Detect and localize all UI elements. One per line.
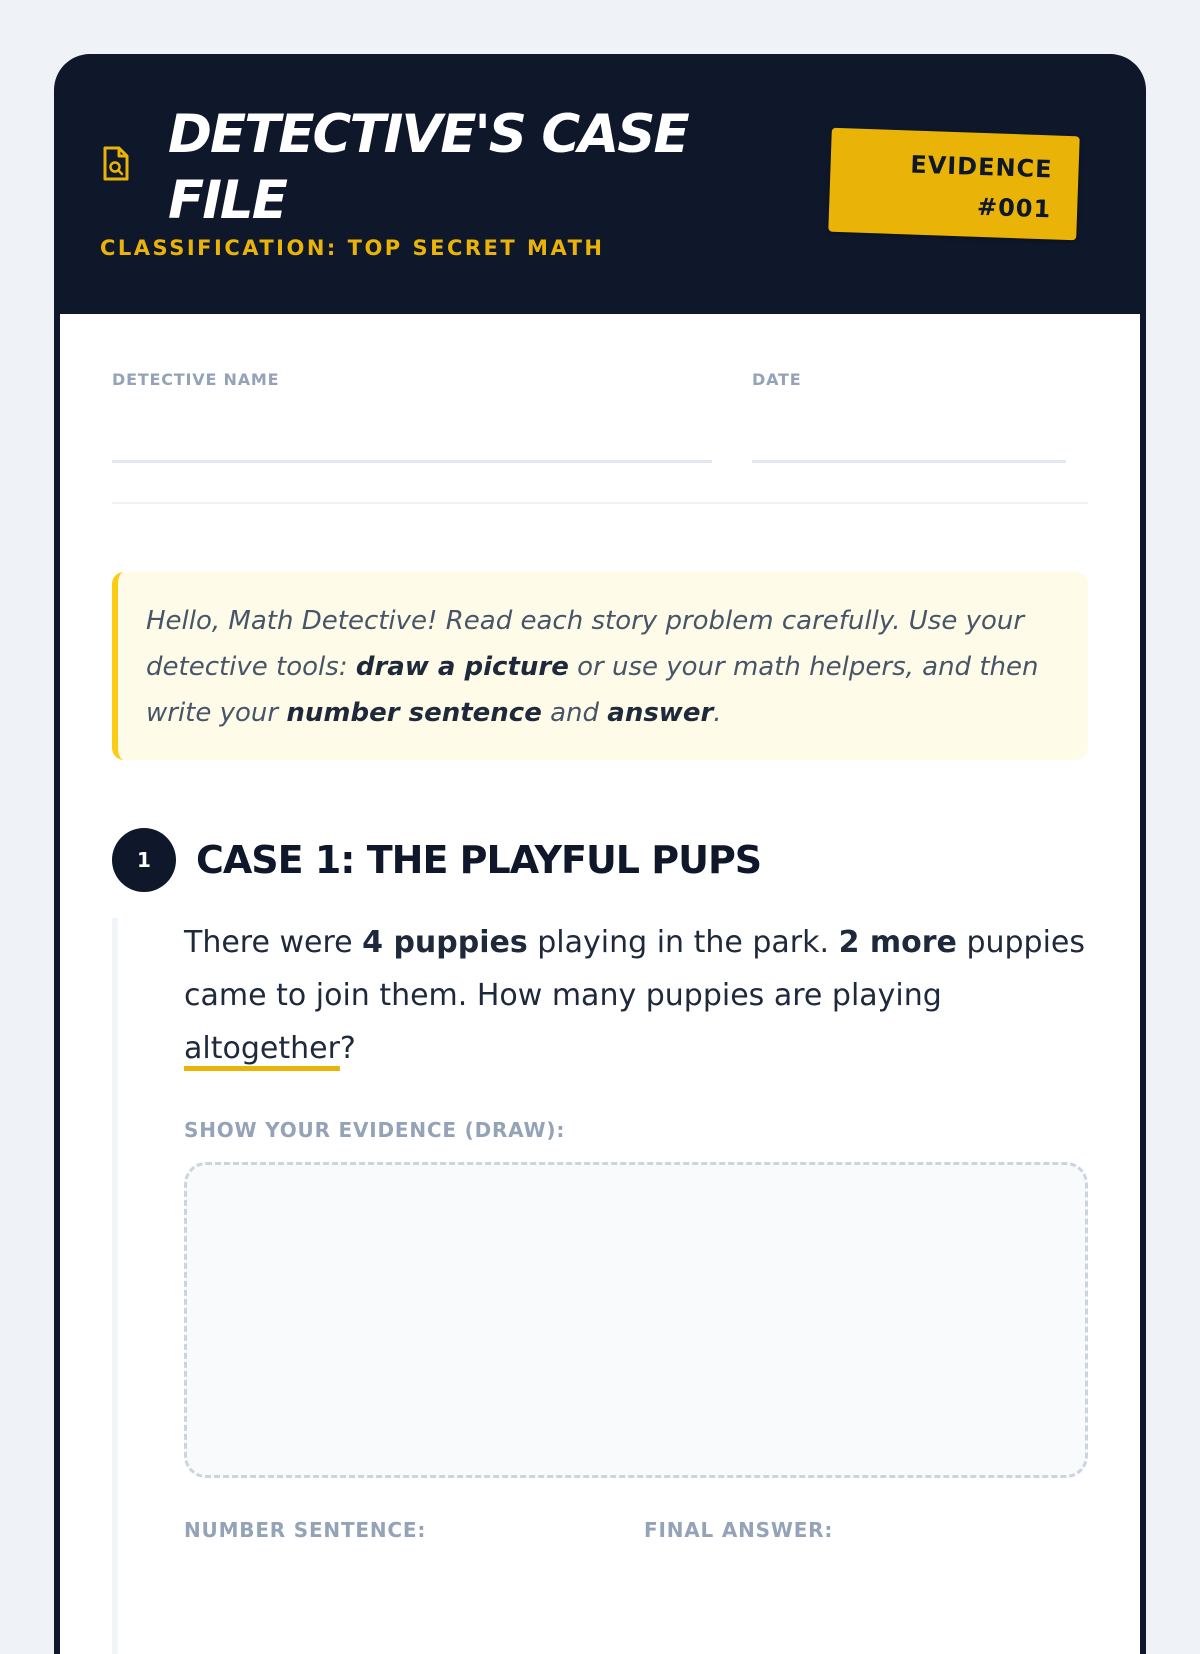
number-sentence-label: NUMBER SENTENCE: [184,1518,427,1542]
story-keyword: altogether [184,1031,340,1066]
drawing-area[interactable] [184,1162,1088,1478]
stamp-line-2: #001 [976,192,1052,224]
intro-emphasis-answer: answer [607,698,714,728]
story-problem [184,916,1096,1075]
detective-name-label: DETECTIVE NAME [112,370,280,389]
intro-text: or use your math helpers, and then write your [146,652,1039,728]
intro-text: Hello, Math Detective! Read each story problem carefully. Use your detective tools: [146,606,1025,682]
story-text: There were [184,925,363,960]
stamp-line-1: EVIDENCE [909,150,1054,184]
worksheet-paper [60,314,1140,1654]
page-title: DETECTIVE'S CASE FILE [168,104,688,231]
detective-name-field[interactable] [112,460,712,463]
evidence-label: SHOW YOUR EVIDENCE (DRAW): [184,1118,566,1142]
classification-label: CLASSIFICATION: TOP SECRET MATH [100,236,605,260]
story-text: playing in the park. [527,925,839,960]
case-number-badge: 1 [112,828,176,892]
case-side-rule [112,918,118,1654]
instructions-box [112,572,1088,760]
story-emphasis: 4 puppies [362,925,528,960]
case-file-card [54,54,1146,1654]
evidence-stamp [828,128,1079,241]
final-answer-label: FINAL ANSWER: [644,1518,834,1542]
date-field[interactable] [752,460,1066,463]
intro-emphasis-draw: draw a picture [355,652,569,682]
intro-emphasis-sentence: number sentence [286,698,542,728]
story-text: puppies came to join them. How many puppies are playing [184,925,1086,1013]
story-text: ? [339,1031,356,1066]
file-search-icon [102,146,130,182]
case-title: CASE 1: THE PLAYFUL PUPS [196,838,762,882]
intro-text: and [541,698,608,728]
story-emphasis: 2 more [838,925,957,960]
date-label: DATE [752,370,802,389]
divider [112,502,1088,504]
intro-text: . [713,698,722,728]
